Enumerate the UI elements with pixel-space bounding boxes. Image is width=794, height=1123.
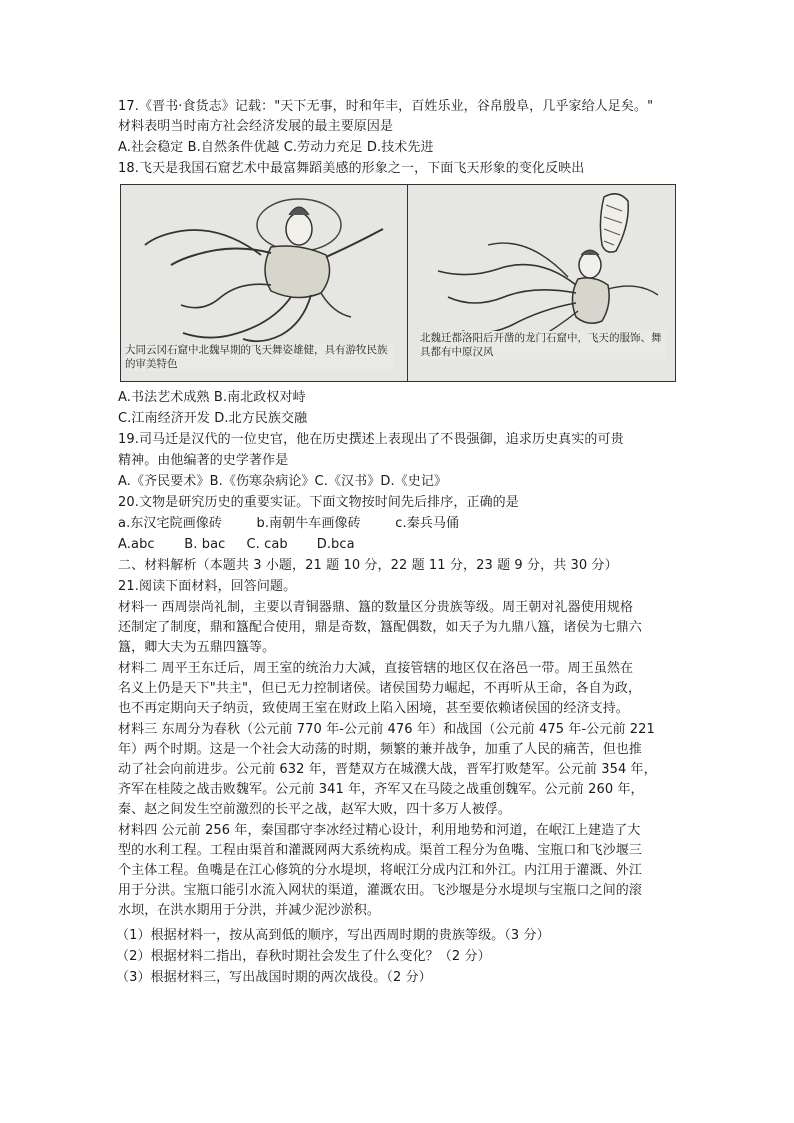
material4-line: 水坝，在洪水期用于分洪，并减少泥沙淤积。 xyxy=(118,903,381,918)
material3-line: 材料三 东周分为春秋（公元前 770 年-公元前 476 年）和战国（公元前 475 年-公元前 221 xyxy=(118,722,655,737)
q20-option-a: A.abc xyxy=(118,537,155,552)
material1-line: 材料一 西周崇尚礼制，主要以青铜器鼎、簋的数量区分贵族等级。周王朝对礼器使用规格 xyxy=(118,600,634,615)
q20-option-c: C. cab xyxy=(246,537,288,552)
flying-apsaras-figure xyxy=(120,184,676,382)
material3-line: 秦、赵之间发生空前激烈的长平之战，赵军大败，四十多万人被俘。 xyxy=(118,802,512,817)
q17-stem-cont: 材料表明当时南方社会经济发展的最主要原因是 xyxy=(118,119,394,134)
material4-line: 材料四 公元前 256 年，秦国郡守李冰经过精心设计，利用地势和河道，在岷江上建造了大 xyxy=(118,823,641,838)
q21-subquestion: （2）根据材料二指出，春秋时期社会发生了什么变化？（2 分） xyxy=(116,949,491,964)
longmen-caption: 北魏迁都洛阳后开凿的龙门石窟中，飞天的服饰、舞具都有中原汉风 xyxy=(420,331,666,359)
q21-subquestion: （3）根据材料三，写出战国时期的两次战役。（2 分） xyxy=(116,970,432,985)
q20-option-d: D.bca xyxy=(316,537,355,552)
yungang-caption: 大同云冈石窟中北魏早期的飞天舞姿雄健，具有游牧民族的审美特色 xyxy=(125,343,395,371)
material3-line: 年）两个时期。这是一个社会大动荡的时期，频繁的兼并战争，加重了人民的痛苦，但也推 xyxy=(118,742,643,757)
q17-stem: 17.《晋书·食货志》记载："天下无事，时和年丰，百姓乐业，谷帛殷阜，几乎家给人足矣。" xyxy=(118,99,654,114)
q19-options: A.《齐民要术》B.《伤寒杂病论》C.《汉书》D.《史记》 xyxy=(118,474,448,489)
material4-line: 用于分洪。宝瓶口能引水流入网状的渠道，灌溉农田。飞沙堰是分水堤坝与宝瓶口之间的滚 xyxy=(118,883,643,898)
section2-title: 二、材料解析（本题共 3 小题，21 题 10 分，22 题 11 分，23 题 9 分，共 30 分） xyxy=(118,558,618,573)
q21-subquestion: （1）根据材料一，按从高到低的顺序，写出西周时期的贵族等级。（3 分） xyxy=(116,928,550,943)
material2-line: 名义上仍是天下"共主"，但已无力控制诸侯。诸侯国势力崛起，不再听从王命，各自为政， xyxy=(118,681,642,696)
q20-item-b: b.南朝牛车画像砖 xyxy=(256,516,361,531)
q18-options-cd: C.江南经济开发 D.北方民族交融 xyxy=(118,411,308,426)
q19-stem: 19.司马迁是汉代的一位史官，他在历史撰述上表现出了不畏强御，追求历史真实的可贵 xyxy=(118,432,624,447)
q18-options-ab: A.书法艺术成熟 B.南北政权对峙 xyxy=(118,390,306,405)
q19-stem-cont: 精神。由他编著的史学著作是 xyxy=(118,453,289,468)
q18-stem: 18.飞天是我国石窟艺术中最富舞蹈美感的形象之一，下面飞天形象的变化反映出 xyxy=(118,161,585,176)
longmen-apsara-panel xyxy=(408,185,675,381)
q20-item-a: a.东汉宅院画像砖 xyxy=(118,516,222,531)
q20-items xyxy=(118,515,459,533)
yungang-apsara-panel xyxy=(121,185,408,381)
q17-options: A.社会稳定 B.自然条件优越 C.劳动力充足 D.技术先进 xyxy=(118,140,434,155)
material1-line: 簋，卿大夫为五鼎四簋等。 xyxy=(118,640,276,655)
material1-line: 还制定了制度，鼎和簋配合使用，鼎是奇数，簋配偶数，如天子为九鼎八簋，诸侯为七鼎六 xyxy=(118,620,643,635)
material3-line: 动了社会向前进步。公元前 632 年，晋楚双方在城濮大战，晋军打败楚军。公元前 354 年， xyxy=(118,762,657,777)
q20-stem: 20.文物是研究历史的重要实证。下面文物按时间先后排序，正确的是 xyxy=(118,495,519,510)
material3-line: 齐军在桂陵之战击败魏军。公元前 341 年，齐军又在马陵之战重创魏军。公元前 260 年， xyxy=(118,782,644,797)
material4-line: 型的水利工程。工程由渠首和灌溉网两大系统构成。渠首工程分为鱼嘴、宝瓶口和飞沙堰三 xyxy=(118,843,643,858)
q20-options xyxy=(118,536,355,554)
material2-line: 材料二 周平王东迁后，周王室的统治力大减，直接管辖的地区仅在洛邑一带。周王虽然在 xyxy=(118,661,634,676)
material2-line: 也不再定期向天子纳贡，致使周王室在财政上陷入困境，甚至要依赖诸侯国的经济支持。 xyxy=(118,701,629,716)
q20-item-c: c.秦兵马俑 xyxy=(395,516,460,531)
q21-stem: 21.阅读下面材料，回答问题。 xyxy=(118,579,297,594)
q20-option-b: B. bac xyxy=(184,537,226,552)
material4-line: 个主体工程。鱼嘴是在江心修筑的分水堤坝，将岷江分成内江和外江。内江用于灌溉、外江 xyxy=(118,863,643,878)
